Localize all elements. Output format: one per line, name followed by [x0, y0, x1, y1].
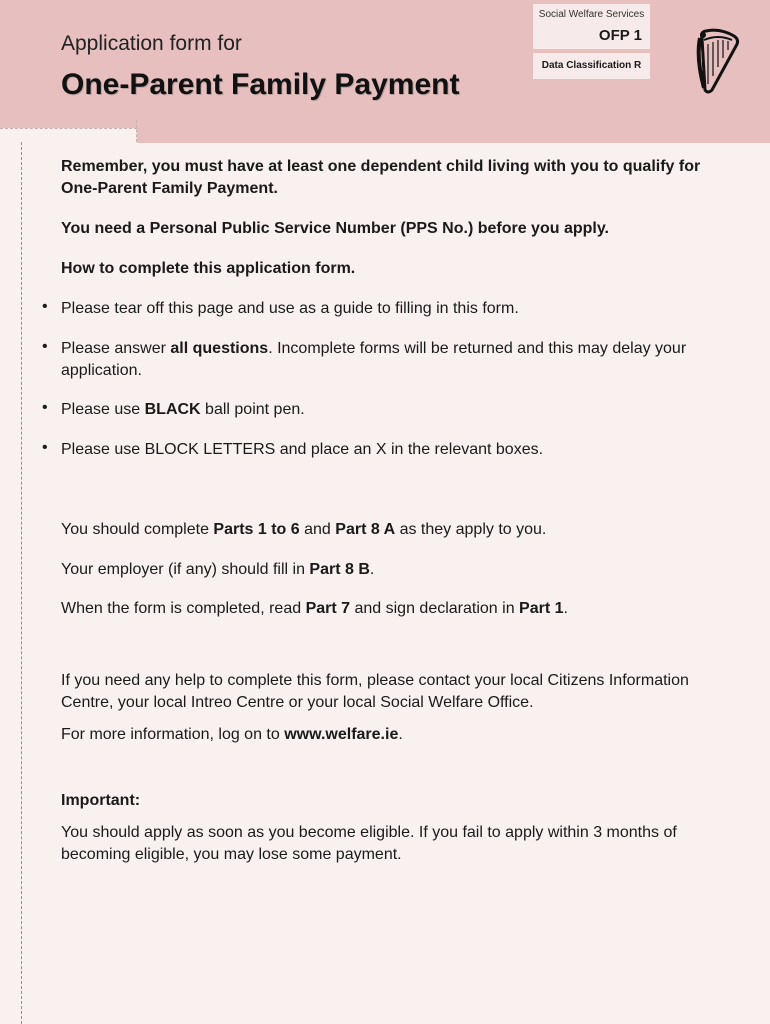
- parts-declaration: When the form is completed, read Part 7 and sign declaration in Part 1.: [61, 600, 568, 617]
- tear-guide-corner: [136, 120, 137, 142]
- pps-text: You need a Personal Public Service Number (PPS No.) before you apply.: [61, 220, 609, 237]
- bullet-symbol: •: [42, 298, 48, 315]
- form-subtitle: Application form for: [61, 32, 242, 55]
- bullet-tear-off: Please tear off this page and use as a guide to filling in this form.: [61, 300, 519, 317]
- harp-icon: [694, 28, 742, 94]
- help-text: If you need any help to complete this form, please contact your local Citizens Information Centre, your local Intreo Centre or your local Social Welfare Office.: [61, 672, 689, 711]
- howto-heading: How to complete this application form.: [61, 260, 356, 277]
- more-info: For more information, log on to www.welfare.ie.: [61, 726, 403, 743]
- badge-form-code: OFP 1: [598, 27, 642, 44]
- parts-employer: Your employer (if any) should fill in Part 8 B.: [61, 561, 375, 578]
- bullet-black-pen: Please use BLACK ball point pen.: [61, 401, 305, 418]
- header-tab: [137, 128, 770, 143]
- badge-classification: Data Classification R: [541, 60, 642, 71]
- form-badge: [533, 4, 650, 79]
- tear-line: [21, 142, 22, 1024]
- bullet-block-letters: Please use BLOCK LETTERS and place an X in the relevant boxes.: [61, 441, 544, 458]
- bullet-symbol: •: [42, 338, 48, 355]
- important-heading: Important:: [61, 792, 141, 809]
- parts-complete: You should complete Parts 1 to 6 and Part 8 A as they apply to you.: [61, 521, 547, 538]
- badge-service: Social Welfare Services: [538, 9, 645, 20]
- remember-text: Remember, you must have at least one dependent child living with you to qualify for One-Parent Family Payment.: [61, 158, 701, 197]
- welfare-link[interactable]: www.welfare.ie: [284, 726, 399, 743]
- bullet-symbol: •: [42, 439, 48, 456]
- important-text: You should apply as soon as you become eligible. If you fail to apply within 3 months of becoming eligible, you may lose some payment.: [61, 824, 677, 863]
- form-title: One-Parent Family Payment: [61, 68, 460, 101]
- bullet-answer-all: Please answer all questions. Incomplete forms will be returned and this may delay your application.: [61, 340, 687, 379]
- bullet-symbol: •: [42, 399, 48, 416]
- header-band: [0, 0, 770, 128]
- tear-guide-horizontal: [0, 128, 137, 129]
